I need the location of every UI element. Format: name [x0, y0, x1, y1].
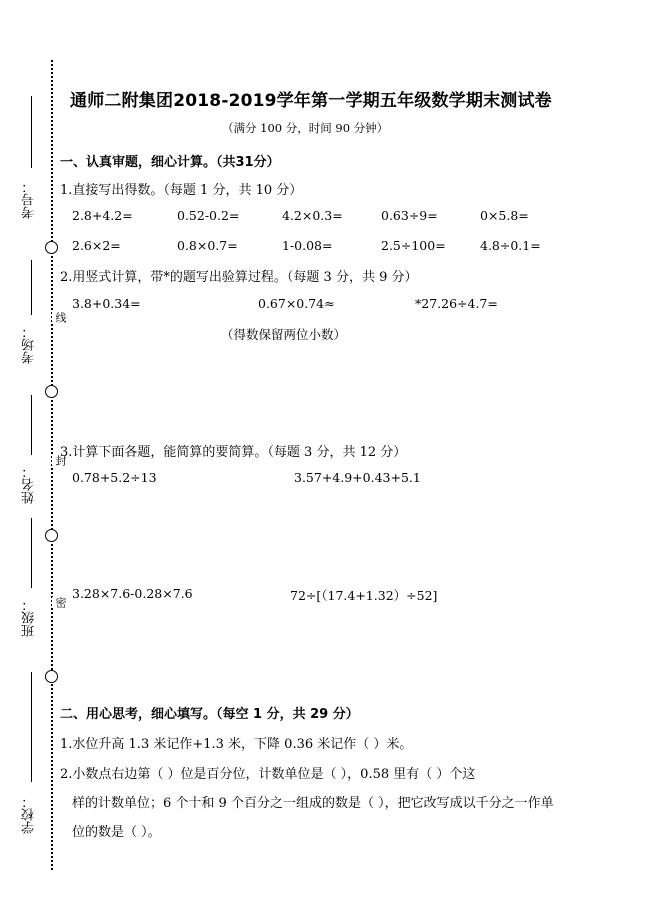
q3-item-3: 3.28×7.6-0.28×7.6	[72, 586, 193, 601]
q1-r1-c4: 0.63÷9=	[381, 208, 438, 223]
xuexiao-underline	[31, 672, 32, 782]
q1-r2-c5: 4.8÷0.1=	[480, 238, 541, 253]
q1-r2-c1: 2.6×2=	[72, 238, 121, 253]
section2-heading: 二、用心思考，细心填写。（每空 1 分，共 29 分）	[60, 707, 359, 722]
q2-prompt: 2.用竖式计算，带*的题写出验算过程。（每题 3 分，共 9 分）	[60, 270, 418, 285]
q1-r1-c2: 0.52-0.2=	[177, 208, 240, 223]
kaohao-underline	[31, 96, 32, 168]
s2-q2-line1: 2.小数点右边第（ ）位是百分位，计数单位是（ ），0.58 里有（ ）个这	[60, 767, 476, 782]
binding-hole-1	[45, 241, 58, 254]
s2-q2-line2: 样的计数单位；6 个十和 9 个百分之一组成的数是（ ），把它改写成以千分之一作单	[72, 796, 554, 811]
label-banji: 班级：	[22, 598, 37, 637]
page-title: 通师二附集团2018-2019学年第一学期五年级数学期末测试卷	[70, 91, 552, 111]
q1-r2-c2: 0.8×0.7=	[177, 238, 238, 253]
q2-item-3: *27.26÷4.7=	[415, 296, 498, 311]
q1-r1-c5: 0×5.8=	[480, 208, 529, 223]
binding-mark-mi: 密	[54, 597, 67, 608]
xingming-underline	[31, 395, 32, 455]
q2-item-2: 0.67×0.74≈	[258, 296, 335, 311]
banji-underline	[31, 518, 32, 588]
label-kaohao: 考号：	[22, 180, 37, 219]
binding-hole-4	[45, 670, 58, 683]
q1-r2-c4: 2.5÷100=	[381, 238, 446, 253]
q2-note: （得数保留两位小数）	[221, 327, 347, 342]
binding-mark-feng: 封	[54, 455, 67, 466]
q1-r2-c3: 1-0.08=	[282, 238, 333, 253]
q3-item-1: 0.78+5.2÷13	[72, 470, 157, 485]
binding-hole-2	[45, 385, 58, 398]
binding-hole-3	[45, 529, 58, 542]
kaochang-underline	[31, 260, 32, 315]
label-xingming: 姓名：	[22, 465, 37, 504]
q3-item-4: 72÷[（17.4+1.32）÷52]	[290, 588, 438, 603]
s2-q1: 1.水位升高 1.3 米记作+1.3 米，下降 0.36 米记作（ ）米。	[60, 737, 413, 752]
q1-prompt: 1.直接写出得数。（每题 1 分，共 10 分）	[60, 183, 303, 198]
label-kaochang: 考场：	[22, 325, 37, 364]
q1-r1-c1: 2.8+4.2=	[72, 208, 133, 223]
q1-r1-c3: 4.2×0.3=	[282, 208, 343, 223]
q3-prompt: 3.计算下面各题，能简算的要简算。（每题 3 分，共 12 分）	[60, 445, 407, 460]
section1-heading: 一、认真审题，细心计算。（共31分）	[60, 155, 280, 170]
page-subtitle: （满分 100 分，时间 90 分钟）	[222, 121, 389, 135]
binding-mark-xian: 线	[54, 312, 67, 323]
q2-item-1: 3.8+0.34=	[72, 296, 141, 311]
q3-item-2: 3.57+4.9+0.43+5.1	[294, 470, 421, 485]
label-xuexiao: 学校：	[22, 795, 37, 834]
s2-q2-line3: 位的数是（ ）。	[72, 825, 161, 840]
